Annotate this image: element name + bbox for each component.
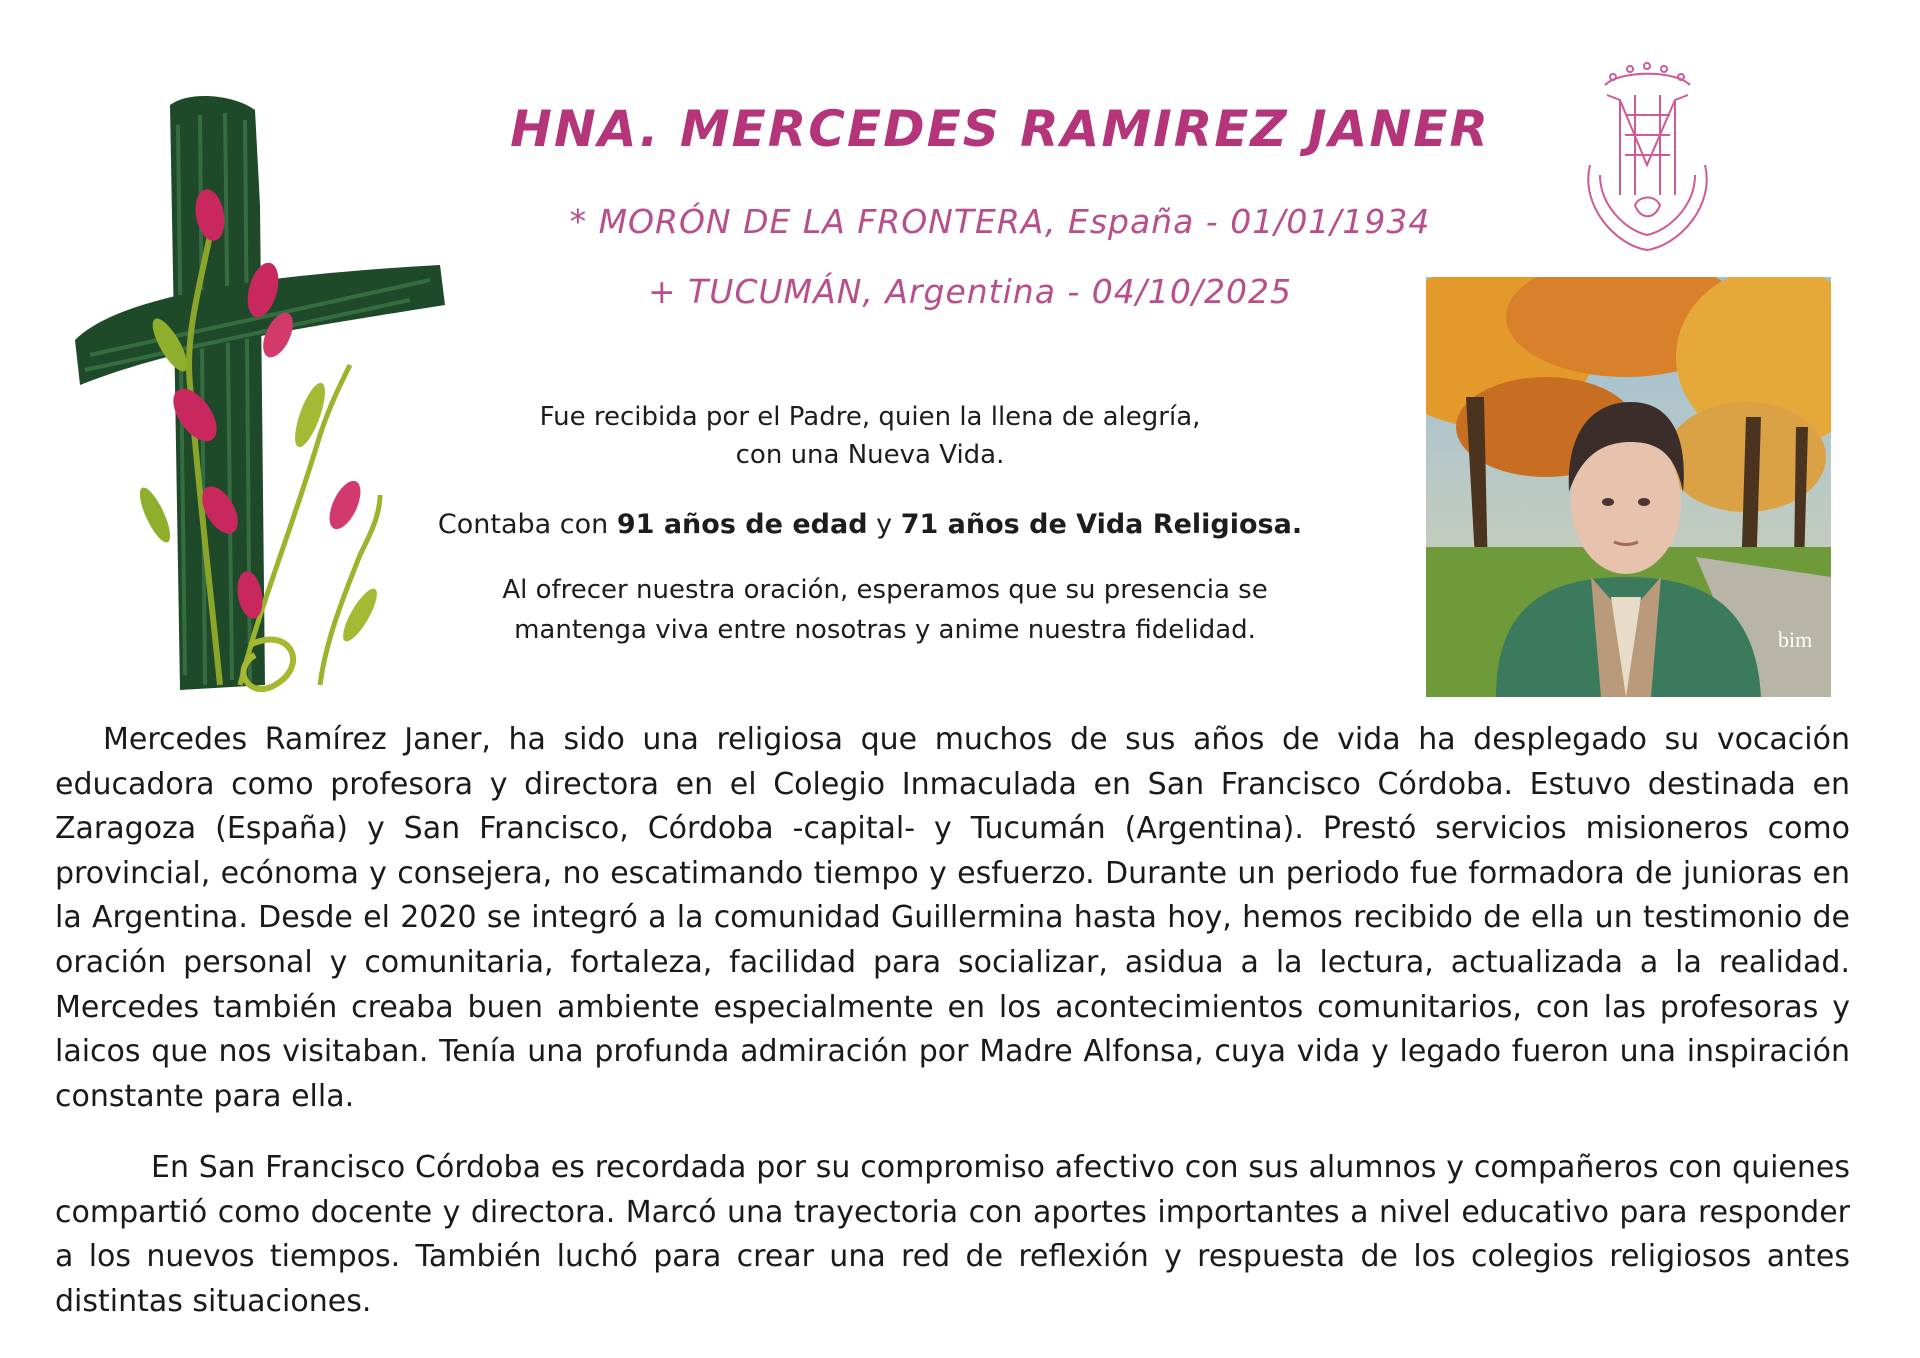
portrait-photo xyxy=(1426,277,1831,697)
birth-line: * MORÓN DE LA FRONTERA, España - 01/01/1934 xyxy=(569,202,1431,241)
prayer-message xyxy=(445,570,1325,650)
prayer-line-1: Al ofrecer nuestra oración, esperamos que su presencia se xyxy=(502,575,1268,605)
congregation-emblem-icon xyxy=(1575,55,1720,255)
death-line: + TUCUMÁN, Argentina - 04/10/2025 xyxy=(648,272,1292,311)
religious-years: 71 años de Vida Religiosa. xyxy=(900,509,1303,540)
years-connector: y xyxy=(867,509,901,540)
age-years: 91 años de edad xyxy=(616,509,868,540)
biography-paragraph-2: En San Francisco Córdoba es recordada por su compromiso afectivo con sus alumnos y compañeros con quienes compartió como docente y directora. Marcó una trayectoria con aportes importantes a nivel educativo para responder a los nuevos tiempos. También luchó para crear una red de reflexión y respuesta de los colegios religiosos antes distintas situaciones. xyxy=(55,1150,1850,1319)
welcome-message xyxy=(430,398,1310,474)
cross-with-flowers-illustration xyxy=(60,85,460,725)
prayer-line-2: mantenga viva entre nosotras y anime nuestra fidelidad. xyxy=(514,615,1256,645)
photo-caption-fragment: bim xyxy=(1778,627,1813,652)
welcome-line-1: Fue recibida por el Padre, quien la llena de alegría, xyxy=(539,402,1201,432)
welcome-line-2: con una Nueva Vida. xyxy=(735,440,1005,470)
biography-paragraph-1: Mercedes Ramírez Janer, ha sido una religiosa que muchos de sus años de vida ha desplegado su vocación educadora como profesora y directora en el Colegio Inmaculada en San Francisco Córdoba. Estuvo destinada en Zaragoza (España) y San Francisco, Córdoba -capital- y Tucumán (Argentina). Prestó servicios misioneros como provincial, ecónoma y consejera, no escatimando tiempo y esfuerzo. Durante un periodo fue formadora de junioras en la Argentina. Desde el 2020 se integró a la comunidad Guillermina hasta hoy, hemos recibido de ella un testimonio de oración personal y comunitaria, fortaleza, facilidad para socializar, asidua a la lectura, actualizada a la realidad. Mercedes también creaba buen ambiente especialmente en los acontecimientos comunitarios, con las profesoras y laicos que nos visitaban. Tenía una profunda admiración por Madre Alfonsa, cuya vida y legado fueron una inspiración constante para ella. xyxy=(55,722,1850,1114)
deceased-name-title: HNA. MERCEDES RAMIREZ JANER xyxy=(510,100,1490,158)
years-prefix: Contaba con xyxy=(437,509,617,540)
years-summary xyxy=(430,506,1310,544)
